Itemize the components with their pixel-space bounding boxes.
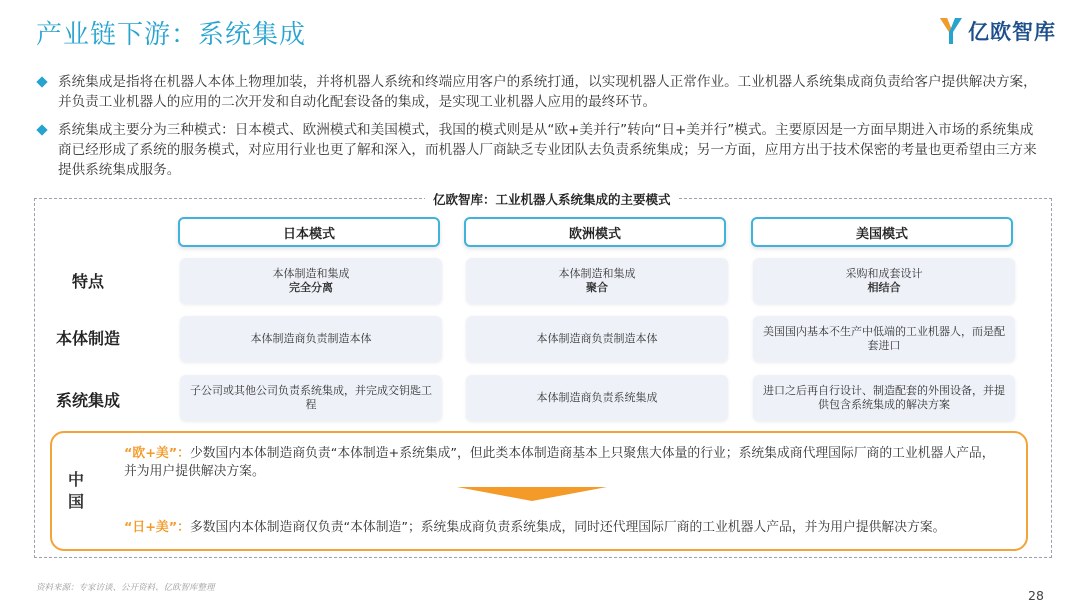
bullet-text: 系统集成主要分为三种模式：日本模式、欧洲模式和美国模式，我国的模式则是从“欧+美并行”转向“日+美并行”模式。主要原因是一方面早期进入市场的系统集成商已经形成了系统的服务模式，对应用行业也更了解和深入，而机器人厂商缺乏专业团队去负责系统集成；另一方面，应用方出于技术保密的考量也更希望由三方来提供系统集成服务。 [58,122,1037,178]
logo-mark-icon [938,16,964,46]
diamond-bullet-icon [36,76,47,87]
jp-us-text: 多数国内本体制造商仅负责“本体制造”；系统集成商负责系统集成，同时还代理国际厂商的工业机器人产品，并为用户提供解决方案。 [189,520,946,535]
row-label-integration: 系统集成 [56,391,121,410]
bullet-item [36,72,1046,112]
cell-emphasis: 聚合 [586,281,608,294]
eu-us-key: “欧+美”： [124,446,190,461]
cell-europe-manufacturing: 本体制造商负责制造本体 [466,316,728,362]
cell-text: 本体制造和集成 [558,267,636,280]
page-title: 产业链下游：系统集成 [36,20,307,50]
cell-usa-features [753,258,1015,304]
diamond-bullet-icon [36,124,47,135]
cell-europe-integration: 本体制造商负责系统集成 [466,375,728,421]
cell-japan-integration: 子公司或其他公司负责系统集成，并完成交钥匙工程 [180,375,442,421]
column-header-europe: 欧洲模式 [464,217,726,247]
cell-text: 采购和成套设计 [845,267,923,280]
column-header-japan: 日本模式 [178,217,440,247]
cell-japan-features [180,258,442,304]
cell-europe-features [466,258,728,304]
china-label: 中国 [68,470,85,511]
cell-usa-manufacturing: 美国国内基本不生产中低端的工业机器人，而是配套进口 [753,316,1015,362]
logo [938,14,1056,48]
source-note: 资料来源：专家访谈、公开资料、亿欧智库整理 [36,583,215,593]
eu-us-text: 少数国内本体制造商负责“本体制造+系统集成”，但此类本体制造商基本上只聚焦大体量的行业；系统集成商代理国际厂商的工业机器人产品，并为用户提供解决方案。 [124,446,995,479]
bullet-item [36,120,1046,180]
china-mode-box [50,431,1028,551]
page-number: 28 [1028,588,1044,603]
logo-text: 亿欧智库 [968,20,1056,44]
row-label-features: 特点 [72,272,105,291]
jp-us-mode-line [124,519,1004,537]
eu-us-mode-line [124,445,1004,481]
table-title: 亿欧智库：工业机器人系统集成的主要模式 [425,190,679,208]
intro-bullets [36,72,1046,188]
row-label-manufacturing: 本体制造 [56,329,121,348]
cell-usa-integration: 进口之后再自行设计、制造配套的外围设备，并提供包含系统集成的解决方案 [753,375,1015,421]
bullet-text: 系统集成是指将在机器人本体上物理加装，并将机器人系统和终端应用客户的系统打通，以实现机器人正常作业。工业机器人系统集成商负责给客户提供解决方案，并负责工业机器人的应用的二次开发和自动化配套设备的集成，是实现工业机器人应用的最终环节。 [58,74,1037,110]
cell-emphasis: 相结合 [867,281,901,294]
down-arrow-icon [457,487,607,501]
cell-emphasis: 完全分离 [289,281,333,294]
column-header-usa: 美国模式 [751,217,1013,247]
jp-us-key: “日+美”： [124,520,190,535]
cell-japan-manufacturing: 本体制造商负责制造本体 [180,316,442,362]
cell-text: 本体制造和集成 [272,267,350,280]
